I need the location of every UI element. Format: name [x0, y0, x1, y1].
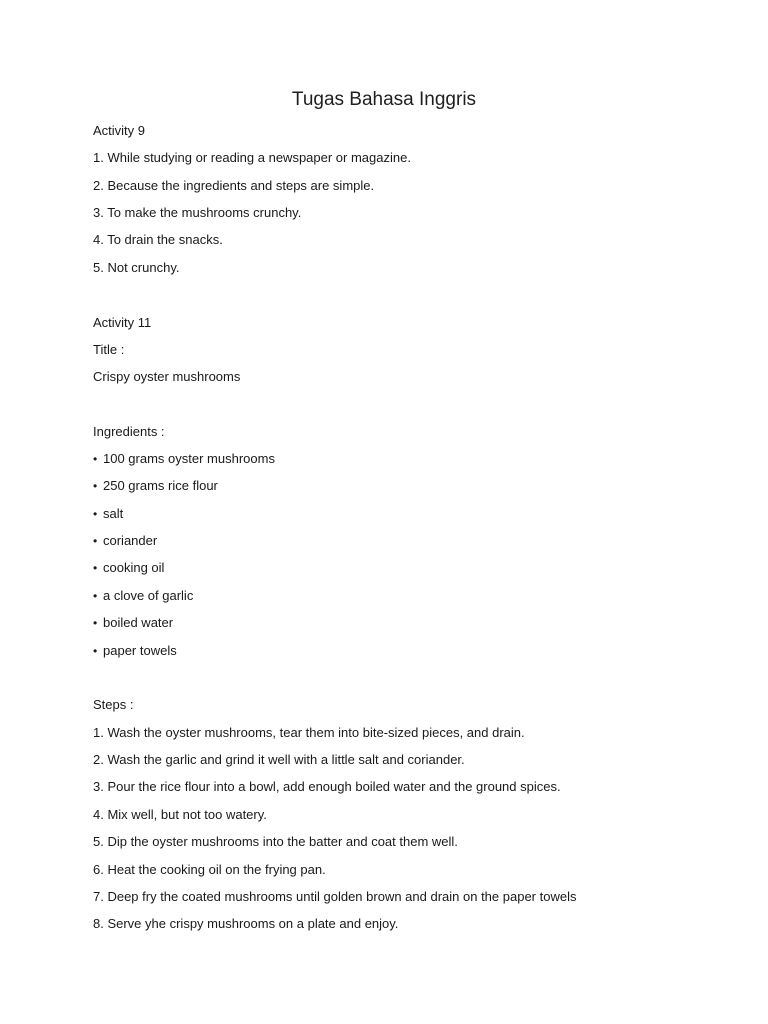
activity11-heading: Activity 11 — [93, 315, 152, 330]
activity9-answer-1: 1. While studying or reading a newspaper or magazine. — [93, 150, 411, 165]
recipe-title-label: Title : — [93, 342, 125, 357]
step-item: 1. Wash the oyster mushrooms, tear them into bite-sized pieces, and drain. — [93, 725, 525, 740]
bullet-icon: • — [93, 452, 98, 466]
activity9-answer-5: 5. Not crunchy. — [93, 260, 180, 275]
activity9-answer-2: 2. Because the ingredients and steps are simple. — [93, 178, 375, 193]
bullet-icon: • — [93, 589, 98, 603]
ingredient-item — [93, 478, 218, 494]
step-item: 7. Deep fry the coated mushrooms until golden brown and drain on the paper towels — [93, 889, 577, 904]
activity9-answer-4: 4. To drain the snacks. — [93, 232, 223, 247]
ingredient-item — [93, 560, 164, 576]
bullet-icon: • — [93, 561, 98, 575]
step-item: 2. Wash the garlic and grind it well with a little salt and coriander. — [93, 752, 465, 767]
step-item: 6. Heat the cooking oil on the frying pan. — [93, 862, 326, 877]
ingredient-item — [93, 615, 173, 631]
activity9-answer-3: 3. To make the mushrooms crunchy. — [93, 205, 302, 220]
ingredient-item — [93, 588, 193, 604]
ingredient-item — [93, 643, 177, 659]
step-item: 4. Mix well, but not too watery. — [93, 807, 267, 822]
recipe-title-value: Crispy oyster mushrooms — [93, 369, 241, 384]
ingredients-label: Ingredients : — [93, 424, 165, 439]
step-item: 8. Serve yhe crispy mushrooms on a plate and enjoy. — [93, 916, 399, 931]
ingredient-text: salt — [103, 506, 124, 521]
ingredient-text: coriander — [103, 533, 158, 548]
bullet-icon: • — [93, 644, 98, 658]
ingredient-text: cooking oil — [103, 560, 165, 575]
steps-label: Steps : — [93, 697, 134, 712]
ingredient-text: 250 grams rice flour — [103, 478, 218, 493]
bullet-icon: • — [93, 616, 98, 630]
step-item: 3. Pour the rice flour into a bowl, add enough boiled water and the ground spices. — [93, 779, 561, 794]
ingredient-item — [93, 506, 123, 522]
ingredient-item — [93, 533, 157, 549]
ingredient-text: a clove of garlic — [103, 588, 194, 603]
ingredient-item — [93, 451, 275, 467]
ingredient-text: boiled water — [103, 615, 174, 630]
bullet-icon: • — [93, 479, 98, 493]
step-item: 5. Dip the oyster mushrooms into the batter and coat them well. — [93, 834, 458, 849]
ingredient-text: paper towels — [103, 643, 177, 658]
document-title: Tugas Bahasa Inggris — [291, 89, 477, 110]
activity9-heading: Activity 9 — [93, 123, 146, 138]
bullet-icon: • — [93, 507, 98, 521]
ingredient-text: 100 grams oyster mushrooms — [103, 451, 275, 466]
bullet-icon: • — [93, 534, 98, 548]
